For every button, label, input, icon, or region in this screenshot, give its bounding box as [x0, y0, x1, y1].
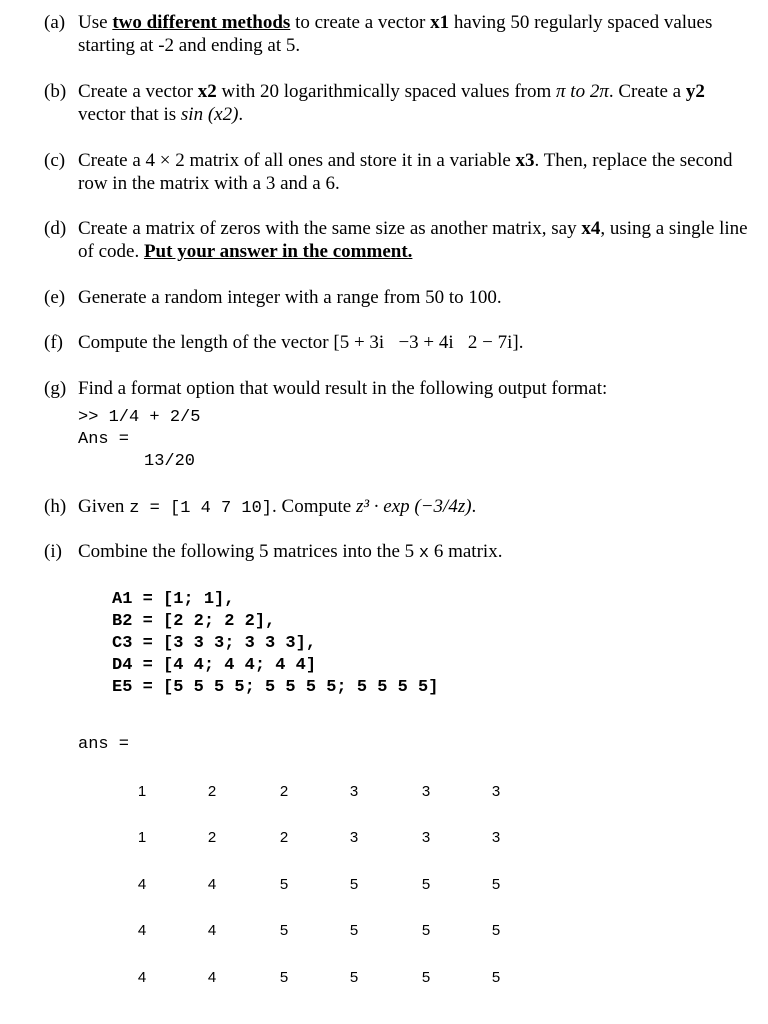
matrix-cell: 4	[207, 969, 217, 986]
text-d-underlined: Put your answer in the comment.	[143, 241, 413, 262]
text-a-pre: Use	[78, 12, 113, 33]
matrix-cell: 5	[421, 876, 431, 893]
text-h	[78, 496, 476, 520]
text-i-pre: Combine the following 5 matrices into the 5	[78, 541, 419, 562]
text-a-mid: to create a vector	[290, 12, 431, 33]
matrix-def-a1: A1 = [1; 1],	[112, 590, 235, 609]
matrix-cell: 3	[491, 829, 501, 846]
matrix-cell: 4	[207, 922, 217, 939]
text-h-mid: . Compute	[272, 496, 356, 517]
matrix-def-e5: E5 = [5 5 5 5; 5 5 5 5; 5 5 5 5]	[112, 678, 439, 697]
text-c-post: . Then, replace the second	[534, 150, 733, 171]
text-h-math: z³ · exp (−3/4z)	[355, 496, 472, 517]
text-f-pre: Compute the length of the vector	[78, 332, 334, 353]
text-g: Find a format option that would result in the following output format:	[78, 378, 608, 399]
text-e: Generate a random integer with a range from 50 to 100.	[78, 287, 502, 308]
text-b-line2b: .	[238, 104, 244, 125]
matrix-cell: 2	[279, 829, 289, 846]
text-h-code: z = [1 4 7 10]	[129, 499, 273, 518]
text-b-line2a: vector that is	[78, 104, 181, 125]
code-g-line3: 13/20	[144, 452, 196, 471]
label-f: (f)	[44, 332, 63, 353]
matrix-cell: 5	[491, 922, 501, 939]
text-d-var: x4	[581, 218, 601, 239]
text-a-line2: starting at -2 and ending at 5.	[78, 35, 301, 56]
label-i: (i)	[44, 541, 62, 562]
text-i	[78, 541, 502, 565]
text-a-line1	[78, 12, 712, 34]
matrix-cell: 3	[349, 829, 359, 846]
matrix-cell: 3	[491, 783, 501, 800]
label-g: (g)	[44, 378, 67, 399]
matrix-cell: 3	[421, 783, 431, 800]
text-c-pre: Create a 4 × 2 matrix of all ones and store it in a variable	[78, 150, 516, 171]
text-a-bold: two different methods	[112, 12, 291, 33]
matrix-cell: 5	[279, 922, 289, 939]
code-g-line2: Ans =	[78, 430, 130, 449]
text-b-line1	[78, 81, 705, 103]
text-c-var: x3	[515, 150, 535, 171]
text-b-line2	[78, 104, 243, 126]
matrix-def-d4: D4 = [4 4; 4 4; 4 4]	[112, 656, 317, 675]
text-d-post: , using a single line	[600, 218, 748, 239]
text-b-mid2: . Create a	[608, 81, 686, 102]
text-b-math: π to 2π	[556, 81, 609, 102]
matrix-cell: 1	[137, 829, 147, 846]
text-b-var: x2	[197, 81, 217, 102]
matrix-cell: 2	[207, 783, 217, 800]
text-i-code: x	[418, 544, 430, 563]
matrix-cell: 3	[349, 783, 359, 800]
ans-label: ans =	[78, 735, 130, 754]
text-a-post: having 50 regularly spaced values	[449, 12, 713, 33]
matrix-cell: 5	[349, 876, 359, 893]
matrix-cell: 5	[349, 922, 359, 939]
text-c-line1	[78, 150, 733, 172]
matrix-cell: 4	[207, 876, 217, 893]
text-c-line2: row in the matrix with a 3 and a 6.	[78, 173, 340, 194]
matrix-cell: 4	[137, 969, 147, 986]
matrix-cell: 5	[491, 969, 501, 986]
label-h: (h)	[44, 496, 67, 517]
matrix-cell: 5	[491, 876, 501, 893]
label-c: (c)	[44, 150, 66, 171]
label-d: (d)	[44, 218, 67, 239]
text-a-var: x1	[430, 12, 450, 33]
matrix-def-b2: B2 = [2 2; 2 2],	[112, 612, 276, 631]
matrix-cell: 5	[279, 876, 289, 893]
matrix-cell: 3	[421, 829, 431, 846]
text-f-math: [5 + 3i −3 + 4i 2 − 7i]	[333, 332, 519, 353]
matrix-cell: 2	[279, 783, 289, 800]
text-d-line2a: of code.	[78, 241, 144, 262]
matrix-def-c3: C3 = [3 3 3; 3 3 3],	[112, 634, 317, 653]
matrix-cell: 5	[421, 969, 431, 986]
label-b: (b)	[44, 81, 67, 102]
label-e: (e)	[44, 287, 66, 308]
matrix-cell: 4	[137, 876, 147, 893]
code-g-line1: >> 1/4 + 2/5	[78, 408, 201, 427]
matrix-cell: 1	[137, 783, 147, 800]
text-b-line2-math: sin (x2)	[180, 104, 239, 125]
text-b-var2: y2	[685, 81, 705, 102]
text-h-post: .	[471, 496, 477, 517]
matrix-cell: 2	[207, 829, 217, 846]
text-f-post: .	[518, 332, 524, 353]
text-b-pre: Create a vector	[78, 81, 198, 102]
text-d-line1	[78, 218, 748, 240]
matrix-cell: 5	[349, 969, 359, 986]
matrix-cell: 4	[137, 922, 147, 939]
label-a: (a)	[44, 12, 66, 33]
text-d-pre: Create a matrix of zeros with the same size as another matrix, say	[78, 218, 582, 239]
text-h-pre: Given	[78, 496, 130, 517]
text-f	[78, 332, 524, 354]
text-i-post: 6 matrix.	[429, 541, 503, 562]
text-b-mid: with 20 logarithmically spaced values from	[216, 81, 557, 102]
matrix-cell: 5	[421, 922, 431, 939]
text-d-line2	[78, 241, 412, 263]
matrix-cell: 5	[279, 969, 289, 986]
